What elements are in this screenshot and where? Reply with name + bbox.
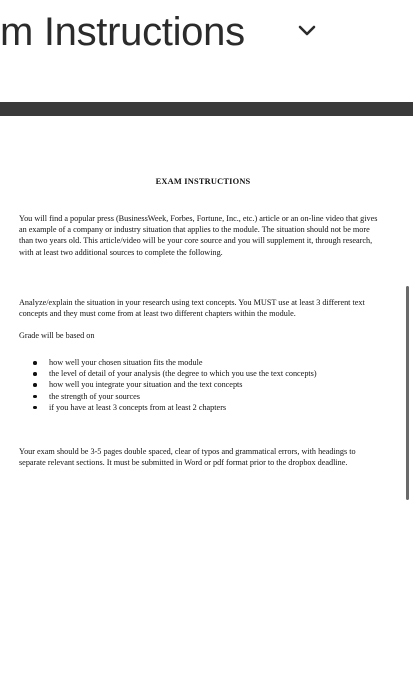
grade-criteria-list [19, 357, 381, 413]
bullet-icon [33, 406, 37, 410]
list-item-text: if you have at least 3 concepts from at least 2 chapters [49, 402, 227, 412]
document-heading: EXAM INSTRUCTIONS [155, 177, 251, 186]
page-header [0, 0, 413, 60]
list-item-text: how well you integrate your situation and the text concepts [49, 380, 243, 390]
list-item [19, 402, 381, 413]
chevron-down-icon[interactable] [297, 24, 317, 38]
bullet-icon [33, 395, 37, 399]
bullet-icon [33, 372, 37, 376]
document-viewer [0, 116, 405, 700]
analysis-paragraph: Analyze/explain the situation in your research using text concepts. You MUST use at least 3 different text concepts and they must come from at least two different chapters within the module. [19, 298, 365, 319]
list-item [19, 368, 381, 379]
bullet-icon [33, 383, 37, 387]
list-item-text: the strength of your sources [49, 391, 140, 401]
list-item [19, 379, 381, 390]
list-item-text: the level of detail of your analysis (the degree to which you use the text concepts) [49, 369, 317, 379]
list-item-text: how well your chosen situation fits the module [49, 358, 203, 367]
divider-bar [0, 102, 413, 116]
list-item [19, 357, 381, 368]
instructions-paragraph: You will find a popular press (BusinessWeek, Forbes, Fortune, Inc., etc.) article or an on-line video that gives an example of a company or industry situation that applies to the module. The situation should not be more than two years old. This article/video will be your core source and you will supplement it, through research, with at least two additional sources to complete the following. [19, 214, 378, 257]
scrollbar[interactable] [406, 286, 409, 500]
bullet-icon [33, 361, 37, 365]
grade-intro: Grade will be based on [19, 331, 95, 340]
list-item [19, 391, 381, 402]
submission-paragraph: Your exam should be 3-5 pages double spaced, clear of typos and grammatical errors, with headings to separate relevant sections. It must be submitted in Word or pdf format prior to the dropbox deadline. [19, 447, 356, 468]
page-title: m Instructions [0, 10, 245, 54]
